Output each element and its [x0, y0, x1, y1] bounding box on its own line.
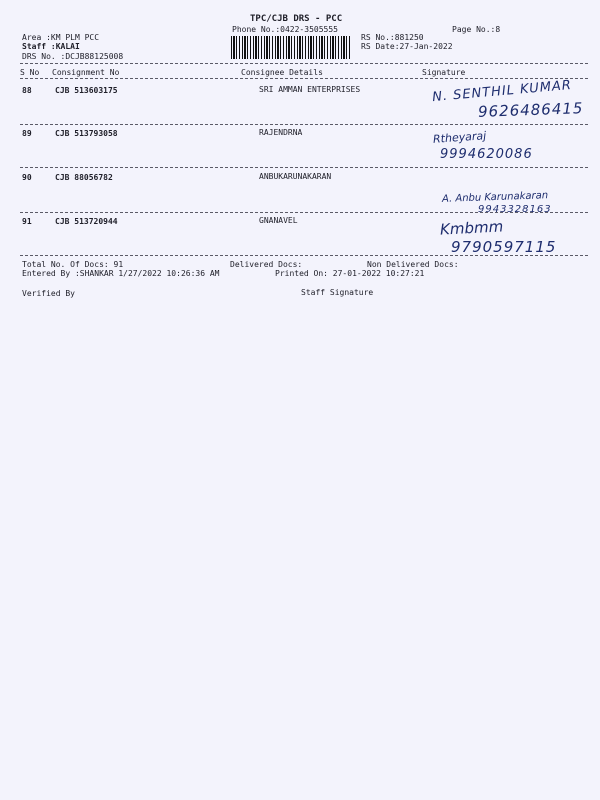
handwritten-signature: Kmbmm [439, 217, 504, 239]
divider [20, 63, 588, 64]
row-s-no: 88 [22, 86, 32, 95]
divider [20, 255, 588, 256]
handwritten-signature: Rtheyaraj [432, 129, 487, 146]
row-consignee: RAJENDRNA [259, 128, 303, 137]
handwritten-phone: 9994620086 [440, 147, 533, 162]
delivered-docs: Delivered Docs: [230, 260, 303, 269]
divider [20, 78, 588, 79]
staff-label: Staff :KALAI [22, 42, 80, 51]
staff-signature: Staff Signature [301, 288, 374, 297]
divider [20, 167, 588, 168]
handwritten-phone: 9790597115 [451, 238, 557, 256]
row-consignee: SRI AMMAN ENTERPRISES [259, 85, 361, 94]
divider [20, 124, 588, 125]
page-number: Page No.:8 [452, 25, 501, 34]
handwritten-signature: A. Anbu Karunakaran [441, 190, 549, 205]
row-consignment: CJB 513603175 [55, 86, 118, 95]
barcode-image [231, 36, 351, 59]
area-label: Area :KM PLM PCC [22, 33, 100, 42]
handwritten-phone: 9626486415 [477, 99, 584, 121]
handwritten-signature: N. SENTHIL KUMAR [431, 77, 573, 106]
column-header-signature: Signature [422, 68, 466, 77]
rs-number: RS No.:881250 [361, 33, 424, 42]
non-delivered-docs: Non Delivered Docs: [367, 260, 459, 269]
column-header-s-no: S No [20, 68, 40, 77]
column-header-consignee: Consignee Details [241, 68, 323, 77]
total-docs: Total No. Of Docs: 91 [22, 260, 124, 269]
row-consignment: CJB 513720944 [55, 217, 118, 226]
row-s-no: 89 [22, 129, 32, 138]
phone-number: Phone No.:0422-3505555 [232, 25, 338, 34]
row-consignee: GNANAVEL [259, 216, 298, 225]
divider [20, 212, 588, 213]
column-header-consignment: Consignment No [52, 68, 120, 77]
row-consignee: ANBUKARUNAKARAN [259, 172, 332, 181]
row-s-no: 90 [22, 173, 32, 182]
document-title: TPC/CJB DRS - PCC [250, 14, 343, 24]
rs-date: RS Date:27-Jan-2022 [361, 42, 453, 51]
entered-by: Entered By :SHANKAR 1/27/2022 10:26:36 AM [22, 269, 220, 278]
row-consignment: CJB 88056782 [55, 173, 113, 182]
handwritten-phone: 9943328163 [478, 204, 552, 215]
printed-on: Printed On: 27-01-2022 10:27:21 [275, 269, 425, 278]
drs-number: DRS No. :DCJB88125008 [22, 52, 124, 61]
row-consignment: CJB 513793058 [55, 129, 118, 138]
row-s-no: 91 [22, 217, 32, 226]
verified-by: Verified By [22, 289, 75, 298]
